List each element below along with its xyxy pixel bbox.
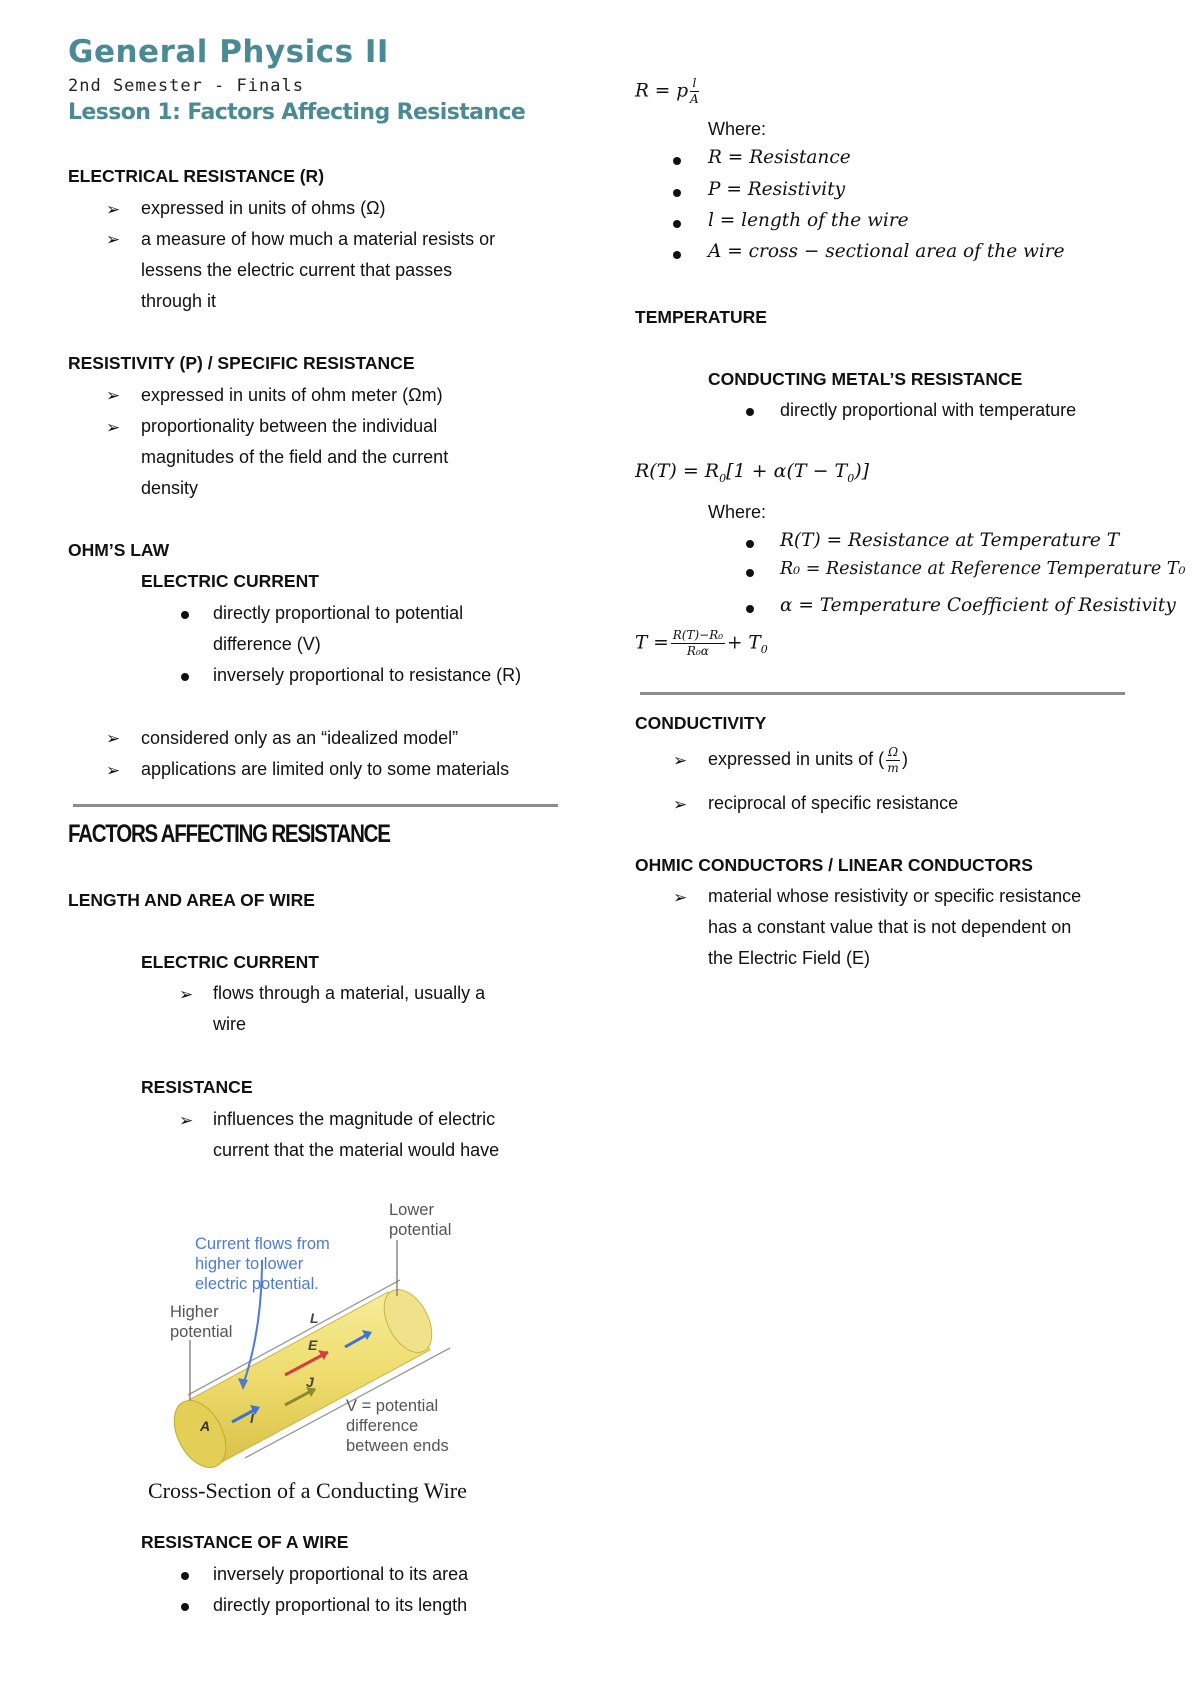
list-item: reciprocal of specific resistance [708, 793, 959, 813]
arrow-bullet-icon: ➢ [673, 795, 688, 814]
list-item: difference (V) [213, 634, 321, 654]
list-item: expressed in units of ohms (Ω) [141, 198, 386, 218]
definition-item: l = length of the wire [708, 210, 909, 231]
definition-item: R₀ = Resistance at Reference Temperature T₀ [780, 559, 1186, 579]
divider [73, 804, 558, 807]
definition-item: R = Resistance [708, 147, 851, 168]
list-item: expressed in units of ohm meter (Ωm) [141, 385, 443, 405]
list-item: has a constant value that is not dependent on [708, 917, 1072, 937]
figure-label-potential-difference: V = potential difference between ends [346, 1397, 449, 1455]
figure-label-current-flow: Current flows from higher to lower electric potential. [195, 1235, 330, 1293]
where-label: Where: [708, 119, 767, 139]
bullet-icon [181, 611, 189, 619]
list-item: proportionality between the individual [141, 416, 438, 436]
bullet-icon [181, 1603, 189, 1611]
figure-label-field: E [308, 1337, 318, 1353]
list-item: flows through a material, usually a [213, 983, 486, 1003]
list-item-units: expressed in units of ( $\frac{\Omega}{m}$ ) [708, 744, 909, 775]
list-item: the Electric Field (E) [708, 948, 871, 968]
arrow-bullet-icon: ➢ [179, 985, 194, 1004]
bullet-icon [181, 673, 189, 681]
arrow-bullet-icon: ➢ [106, 761, 121, 780]
arrow-bullet-icon: ➢ [106, 230, 121, 249]
section-heading-ohms-law: OHM’S LAW [68, 540, 170, 560]
section-heading-electrical-resistance: ELECTRICAL RESISTANCE (R) [68, 166, 325, 186]
bullet-icon [746, 540, 754, 548]
figure-label-current-density: J [306, 1374, 314, 1390]
list-item: influences the magnitude of electric [213, 1109, 496, 1129]
bullet-icon [181, 1572, 189, 1580]
formula-temperature-resistance: $R(T) = R_0[1 + \alpha(T - T_0)]$ [635, 460, 870, 485]
arrow-bullet-icon: ➢ [106, 200, 121, 219]
arrow-bullet-icon: ➢ [106, 729, 121, 748]
formula-temperature: T = $\frac{\text{R(T)−R₀}}{\text{R₀α}}$ + $T_0$ [635, 628, 768, 658]
figure-label-length: L [310, 1310, 319, 1326]
subheading-electric-current: ELECTRIC CURRENT [141, 571, 319, 591]
subheading-electric-current-2: ELECTRIC CURRENT [141, 952, 319, 972]
list-item: through it [141, 291, 217, 311]
subheading-conducting-metal: CONDUCTING METAL’S RESISTANCE [708, 369, 1023, 389]
list-item: inversely proportional to its area [213, 1564, 469, 1584]
list-item: directly proportional to potential [213, 603, 464, 623]
arrow-bullet-icon: ➢ [179, 1111, 194, 1130]
bullet-icon [746, 605, 754, 613]
section-heading-ohmic-conductors: OHMIC CONDUCTORS / LINEAR CONDUCTORS [635, 855, 1033, 875]
bullet-icon [673, 189, 681, 197]
arrow-bullet-icon: ➢ [106, 418, 121, 437]
where-label: Where: [708, 502, 767, 522]
arrow-bullet-icon: ➢ [673, 888, 688, 907]
bullet-icon [746, 569, 754, 577]
list-item: density [141, 478, 199, 498]
figure-label-lower-potential: Lower potential [389, 1201, 452, 1239]
list-item: magnitudes of the field and the current [141, 447, 449, 467]
figure-label-area: A [200, 1418, 211, 1434]
definition-item: P = Resistivity [708, 179, 846, 200]
bullet-icon [673, 251, 681, 259]
subheading-resistance: RESISTANCE [141, 1077, 253, 1097]
figure-caption: Cross-Section of a Conducting Wire [148, 1478, 467, 1503]
list-item: directly proportional to its length [213, 1595, 468, 1615]
bullet-icon [746, 408, 754, 416]
definition-item: R(T) = Resistance at Temperature T [780, 530, 1120, 551]
subheading-resistance-of-wire: RESISTANCE OF A WIRE [141, 1532, 349, 1552]
divider [640, 692, 1125, 695]
section-heading-temperature: TEMPERATURE [635, 307, 767, 327]
list-item: lessens the electric current that passes [141, 260, 453, 280]
definition-item: α = Temperature Coefficient of Resistivity [780, 595, 1176, 616]
conducting-wire-figure [150, 1200, 490, 1470]
bullet-icon [673, 220, 681, 228]
list-item: applications are limited only to some materials [141, 759, 510, 779]
definition-item: A = cross − sectional area of the wire [708, 241, 1065, 262]
arrow-bullet-icon: ➢ [673, 751, 688, 770]
arrow-bullet-icon: ➢ [106, 386, 121, 405]
section-heading-length-area: LENGTH AND AREA OF WIRE [68, 890, 315, 910]
section-title-factors: FACTORS AFFECTING RESISTANCE [68, 820, 390, 848]
section-heading-resistivity: RESISTIVITY (P) / SPECIFIC RESISTANCE [68, 353, 415, 373]
lesson-title: Lesson 1: Factors Affecting Resistance [68, 100, 526, 125]
list-item: inversely proportional to resistance (R) [213, 665, 522, 685]
list-item: wire [213, 1014, 247, 1034]
formula-resistance: R = p $\frac{l}{A}$ [635, 76, 699, 106]
list-item: directly proportional with temperature [780, 400, 1077, 420]
figure-label-higher-potential: Higher potential [170, 1303, 233, 1341]
list-item: considered only as an “idealized model” [141, 728, 459, 748]
list-item: material whose resistivity or specific resistance [708, 886, 1082, 906]
bullet-icon [673, 157, 681, 165]
document-subtitle: 2nd Semester - Finals [68, 76, 304, 96]
list-item: current that the material would have [213, 1140, 500, 1160]
list-item: a measure of how much a material resists or [141, 229, 496, 249]
section-heading-conductivity: CONDUCTIVITY [635, 713, 767, 733]
figure-label-current: I [250, 1410, 254, 1426]
document-title: General Physics II [68, 34, 389, 70]
